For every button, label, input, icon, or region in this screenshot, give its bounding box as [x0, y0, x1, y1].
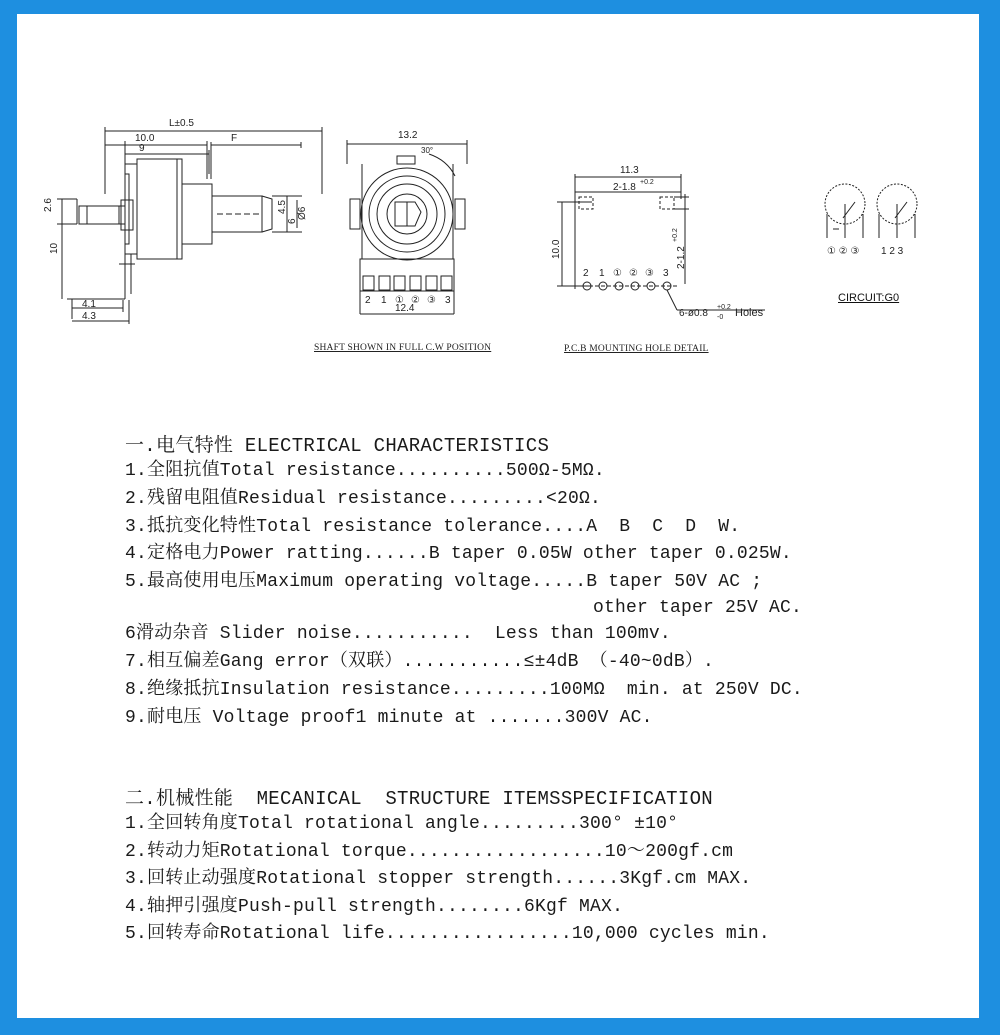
electrical-heading: 一.电气特性 ELECTRICAL CHARACTERISTICS — [125, 435, 550, 457]
angle-30-label: 30° — [421, 146, 434, 155]
spec-row-continued: other taper 25V AC. — [593, 598, 803, 619]
pcb-pin-label: ② — [629, 268, 638, 279]
spec-row: 5.回转寿命Rotational life.................10,000 cycles min. — [125, 924, 770, 944]
holes-label: Holes — [735, 307, 764, 319]
pcb-pin-label: ③ — [645, 268, 654, 279]
dim-2-1-2-label: 2-1.2 — [676, 246, 687, 269]
dim-12-4-label: 12.4 — [395, 303, 415, 314]
electrical-section — [125, 434, 885, 732]
dim-13-2-label: 13.2 — [398, 130, 418, 141]
circuit-right-pins: 1 2 3 — [881, 246, 904, 257]
technical-drawings — [17, 14, 979, 354]
mechanical-heading: 二.机械性能 MECANICAL STRUCTURE ITEMSSPECIFICATION — [125, 788, 713, 810]
front-pin-label: 1 — [381, 295, 387, 306]
holes-tol-lower-label: -0 — [717, 314, 724, 321]
front-pin-label: ③ — [427, 295, 436, 306]
spec-row: 1.全阻抗值Total resistance..........500Ω-5MΩ. — [125, 461, 605, 481]
dim-l-label: L±0.5 — [169, 118, 194, 129]
holes-dim-label: 6-ø0.8 — [679, 308, 708, 319]
spec-row: 3.抵抗变化特性Total resistance tolerance....A B C D W. — [125, 516, 741, 537]
tol-2-1-2-label: +0.2 — [672, 228, 679, 242]
circuit-left-pins: ① ② ③ — [827, 246, 860, 257]
spec-row: 2.残留电阻值Residual resistance.........<20Ω. — [125, 488, 602, 509]
spec-row: 3.回转止动强度Rotational stopper strength......3Kgf.cm MAX. — [125, 869, 752, 889]
dim-10-label: 10 — [49, 242, 60, 254]
pcb-view-caption: P.C.B MOUNTING HOLE DETAIL — [564, 344, 709, 354]
spec-row: 8.绝缘抵抗Insulation resistance.........100MΩ min. at 250V DC. — [125, 679, 803, 700]
circuit-g0-drawing — [825, 184, 917, 238]
front-pin-label: 3 — [445, 295, 451, 306]
dim-f-label: F — [231, 133, 238, 144]
dim-pcb-10-0-label: 10.0 — [551, 239, 562, 259]
circuit-label: CIRCUIT:G0 — [838, 292, 900, 304]
spec-row: 6滑动杂音 Slider noise........... Less than 100mv. — [125, 624, 671, 645]
spec-row: 4.轴押引强度Push-pull strength........6Kgf MAX. — [125, 896, 624, 917]
front-view-caption: SHAFT SHOWN IN FULL C.W POSITION — [314, 343, 492, 353]
dim-11-3-label: 11.3 — [620, 165, 639, 176]
dim-phi-6-label: Ø6 — [297, 206, 308, 220]
dim-4-1-label: 4.1 — [82, 299, 96, 310]
dim-2-1-8-label: 2-1.8 — [613, 182, 636, 193]
datasheet-page — [17, 14, 979, 1018]
pcb-pin-label: 2 — [583, 268, 589, 279]
front-pin-label: ① — [395, 295, 404, 306]
front-pin-label: ② — [411, 295, 420, 306]
dim-2-6-label: 2.6 — [43, 198, 54, 212]
front-pin-label: 2 — [365, 295, 371, 306]
spec-row: 4.定格电力Power ratting......B taper 0.05W other taper 0.025W. — [125, 544, 792, 565]
dim-9-label: 9 — [139, 143, 145, 154]
dim-6-label: 6 — [287, 218, 298, 224]
pcb-hole-drawing — [557, 174, 765, 310]
dim-4-5-label: 4.5 — [277, 200, 288, 214]
pcb-pin-label: 3 — [663, 268, 669, 279]
holes-tol-upper-label: +0.2 — [717, 304, 731, 311]
spec-row: 1.全回转角度Total rotational angle.........300° ±10° — [125, 814, 679, 834]
spec-row: 5.最高使用电压Maximum operating voltage.....B taper 50V AC ; — [125, 572, 763, 593]
side-view-drawing — [57, 127, 322, 324]
pcb-pin-label: 1 — [599, 268, 605, 279]
dim-10-0-label: 10.0 — [135, 133, 155, 144]
spec-row: 7.相互偏差Gang error（双联）...........≤±4dB （-40~0dB）. — [125, 651, 715, 672]
spec-row: 2.转动力矩Rotational torque..................10～200gf.cm — [125, 841, 734, 862]
front-view-drawing — [347, 140, 467, 314]
mechanical-section — [125, 787, 885, 949]
tol-2-1-8-label: +0.2 — [640, 179, 654, 186]
spec-row: 9.耐电压 Voltage proof1 minute at .......300V AC. — [125, 707, 653, 728]
dim-4-3-label: 4.3 — [82, 311, 96, 322]
pcb-pin-label: ① — [613, 268, 622, 279]
